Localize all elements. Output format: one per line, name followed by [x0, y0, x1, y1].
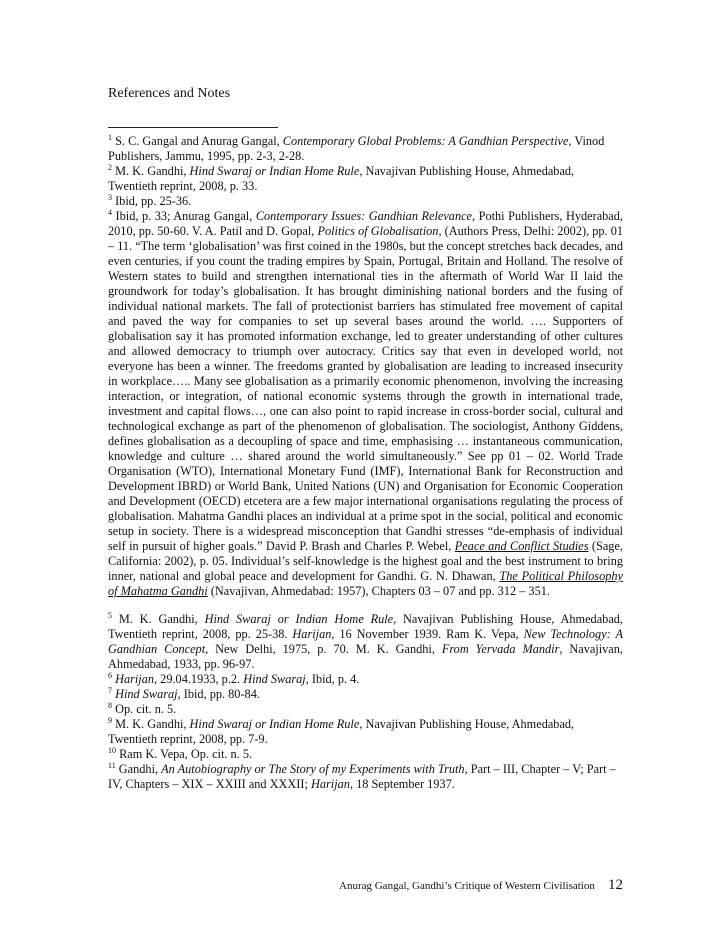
footnote-number: 9 — [108, 716, 112, 725]
footnote-number: 6 — [108, 671, 112, 680]
note-1 — [108, 134, 623, 164]
footnote-number: 7 — [108, 686, 112, 695]
note-text-segment: Hind Swaraj — [115, 687, 178, 701]
note-text-segment: Ibid, p. 33; Anurag Gangal, — [115, 209, 256, 223]
note-text-segment: An Autobiography or The Story of my Experiments with Truth — [161, 762, 465, 776]
note-text-segment: M. K. Gandhi, — [115, 164, 190, 178]
note-7 — [108, 687, 623, 702]
page-footer — [339, 877, 627, 893]
note-text-segment: M. K. Gandhi, — [115, 717, 190, 731]
note-text-segment: , Ibid, p. 4. — [305, 672, 360, 686]
note-text-segment: , Navajivan Publishing House, Ahmedabad, Twentieth reprint, 2008, pp. 25-38. — [108, 612, 623, 641]
note-text-segment: Ram K. Vepa, Op. cit. n. 5. — [119, 747, 253, 761]
footnote-separator — [108, 127, 278, 128]
note-text-segment: , New Delhi, 1975, p. 70. M. K. Gandhi, — [205, 642, 442, 656]
note-text-segment: Op. cit. n. 5. — [115, 702, 177, 716]
note-text-segment: M. K. Gandhi, — [118, 612, 205, 626]
page-number: 12 — [608, 877, 623, 893]
note-text-segment: Hind Swaraj or Indian Home Rule — [204, 612, 394, 626]
footnote-number: 3 — [108, 193, 112, 202]
note-6 — [108, 672, 623, 687]
footnote-number: 10 — [108, 746, 116, 755]
note-3 — [108, 194, 623, 209]
note-text-segment: , Navajivan Publishing House, Ahmedabad, Twentieth reprint, 2008, p. 33. — [108, 164, 575, 193]
note-text-segment: , Navajivan, Ahmedabad, 1933, pp. 96-97. — [108, 642, 623, 671]
footnote-number: 11 — [108, 761, 116, 770]
note-text-segment: From Yervada Mandir — [441, 642, 560, 656]
footnote-number: 1 — [108, 133, 112, 142]
footnote-number: 5 — [108, 611, 112, 620]
note-text-segment: , Navajivan Publishing House, Ahmedabad, Twentieth reprint, 2008, pp. 7-9. — [108, 717, 575, 746]
note-text-segment: , (Authors Press, Delhi: 2002), pp. 01 – 11. “The term ‘globalisation’ was first coined in the 1980s, but the concept stretches back decades, and even centuries, if you count the trading empires by Spain, Portugal, Britain and Holland. The resolve of Western states to build and strengthen international ties in the aftermath of World War II laid the groundwork for today’s globalisation. It has brought diminishing national borders and the fusing of individual national markets. The fall of protectionist barriers has stimulated free movement of capital and paved the way for companies to set up several bases around the world. …. Supporters of globalisation say it has promoted information exchange, led to greater understanding of other cultures and allowed democracy to triumph over autocracy. Critics say that even in developed world, not everyone has been a winner. The freedoms granted by globalisation are leading to increased insecurity in workplace….. Many see globalisation as a primarily economic phenomenon, involving the increasing interaction, or integration, of national economic systems through the growth in international trade, investment and capital flows…, one can also point to rapid increase in cross-border social, cultural and technological exchange as part of the phenomenon of globalisation. The sociologist, Anthony Giddens, defines globalisation as a decoupling of space and time, emphasising … instantaneous communication, knowledge and culture … shared around the world simultaneously.” See pp 01 – 02. World Trade Organisation (WTO), International Monetary Fund (IMF), International Bank for Reconstruction and Development IBRD) or World Bank, United Nations (UN) and Organisation for Economic Cooperation and Development (OECD) etcetera are a few major international organisations regulating the process of globalisation. Mahatma Gandhi places an individual at a prime spot in the social, political and economic setup in society. There is a widespread misconception that Gandhi stresses “de-emphasis of individual self in pursuit of higher goals.” David P. Brash and Charles P. Webel, — [108, 224, 624, 553]
section-heading: References and Notes — [108, 86, 231, 101]
footnote-number: 2 — [108, 163, 112, 172]
note-text-segment: The Political Philosophy of Mahatma Gandhi — [108, 569, 623, 598]
note-text-segment: , Vinod Publishers, Jammu, 1995, pp. 2-3, 2-28. — [108, 134, 605, 163]
note-11 — [108, 762, 623, 792]
running-title: Anurag Gangal, Gandhi’s Critique of Western Civilisation — [339, 880, 595, 892]
note-text-segment: Hind Swaraj — [243, 672, 306, 686]
note-text-segment: Harijan — [292, 627, 332, 641]
note-text-segment: New Technology: A Gandhian Concept — [108, 627, 624, 656]
note-10 — [108, 747, 623, 762]
notes-list — [108, 134, 623, 792]
note-2 — [108, 164, 623, 194]
note-text-segment: , 18 September 1937. — [349, 777, 455, 791]
note-text-segment: (Sage, California: 2002), p. 05. Individual’s self-knowledge is the highest goal and the best instrument to bring inner, national and global peace and development for Gandhi. G. N. Dhawan, — [108, 539, 623, 583]
note-8 — [108, 702, 623, 717]
note-text-segment: Harijan — [115, 672, 155, 686]
note-4 — [108, 209, 623, 599]
note-text-segment: Contemporary Issues: Gandhian Relevance — [255, 209, 473, 223]
note-text-segment: Harijan — [310, 777, 350, 791]
note-text-segment: Politics of Globalisation — [317, 224, 439, 238]
note-text-segment: , Ibid, pp. 80-84. — [177, 687, 260, 701]
note-text-segment: S. C. Gangal and Anurag Gangal, — [115, 134, 283, 148]
note-text-segment: , 29.04.1933, p.2. — [154, 672, 244, 686]
footnote-number: 8 — [108, 701, 112, 710]
note-text-segment: Peace and Conflict Studies — [454, 539, 589, 553]
note-text-segment: Hind Swaraj or Indian Home Rule — [189, 717, 360, 731]
note-5 — [108, 612, 623, 672]
note-text-segment: (Navajivan, Ahmedabad: 1957), Chapters 03 – 07 and pp. 312 – 351. — [207, 584, 550, 598]
note-text-segment: , Pothi Publishers, Hyderabad, 2010, pp. 50-60. V. A. Patil and D. Gopal, — [108, 209, 623, 238]
note-text-segment: Contemporary Global Problems: A Gandhian Perspective — [282, 134, 569, 148]
note-text-segment: , Part – III, Chapter – V; Part – IV, Chapters – XIX – XXIII and XXXII; — [108, 762, 616, 791]
note-text-segment: , 16 November 1939. Ram K. Vepa, — [331, 627, 524, 641]
note-text-segment: Ibid, pp. 25-36. — [115, 194, 192, 208]
note-9 — [108, 717, 623, 747]
footnote-number: 4 — [108, 208, 112, 217]
note-text-segment: Gandhi, — [118, 762, 162, 776]
note-text-segment: Hind Swaraj or Indian Home Rule — [189, 164, 360, 178]
